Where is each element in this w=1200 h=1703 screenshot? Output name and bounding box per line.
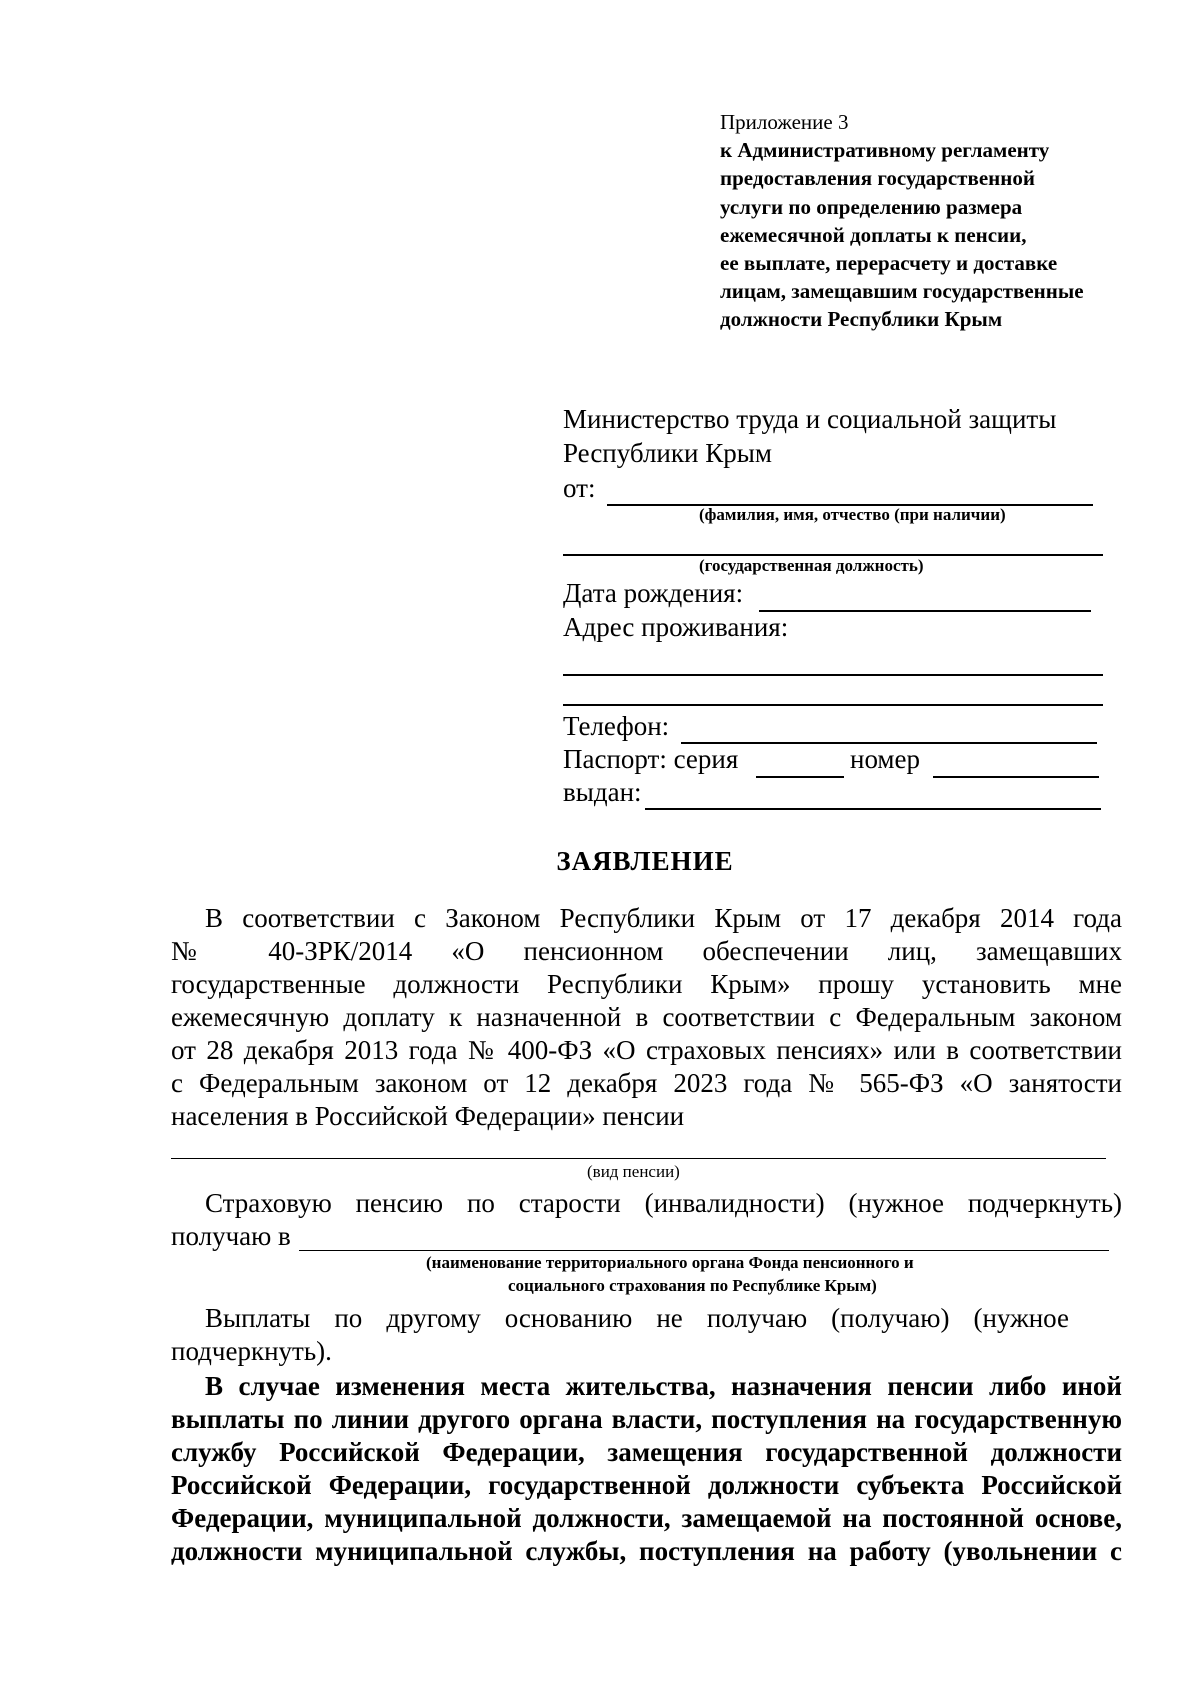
passport-series-field-line[interactable] (756, 776, 844, 778)
pension-type-caption: (вид пенсии) (587, 1162, 680, 1181)
appendix-line: ее выплате, перерасчету и доставке (720, 251, 1058, 276)
appendix-header (720, 108, 1140, 334)
passport-series-label: Паспорт: серия (563, 744, 739, 774)
passport-number-label: номер (850, 744, 921, 774)
fio-caption: (фамилия, имя, отчество (при наличии) (699, 505, 1006, 524)
appendix-line: ежемесячной доплаты к пенсии, (720, 222, 1027, 247)
paragraph-line: подчеркнуть). (171, 1336, 332, 1366)
paragraph-line: Страховую пенсию по старости (инвалидности) (нужное подчеркнуть) (205, 1188, 1122, 1218)
paragraph-line: Российской Федерации, государственной должности субъекта Российской (171, 1470, 1122, 1500)
address-field-line-1[interactable] (563, 674, 1103, 676)
fund-caption-line1: (наименование территориального органа Фонда пенсионного и (426, 1253, 914, 1272)
paragraph-2 (171, 1187, 1122, 1253)
paragraph-line: населения в Российской Федерации» пенсии (171, 1101, 685, 1131)
paragraph-line: с Федеральным законом от 12 декабря 2023 года № 565-ФЗ «О занятости (171, 1068, 1122, 1098)
paragraph-line: Федерации, муниципальной должности, замещаемой на постоянной основе, (171, 1503, 1122, 1533)
paragraph-line: В случае изменения места жительства, назначения пенсии либо иной (205, 1371, 1122, 1401)
appendix-line: к Административному регламенту (720, 138, 1050, 163)
appendix-line: должности Республики Крым (720, 307, 1003, 332)
appendix-line: лицам, замещавшим государственные (720, 279, 1084, 304)
fund-caption-line2: социального страхования по Республике Крым) (508, 1276, 877, 1295)
paragraph-4 (171, 1370, 1122, 1568)
appendix-line: предоставления государственной (720, 166, 1035, 191)
ministry-name-line1: Министерство труда и социальной защиты (563, 404, 1057, 434)
passport-number-field-line[interactable] (933, 776, 1099, 778)
document-title: ЗАЯВЛЕНИЕ (556, 846, 734, 876)
paragraph-line: ежемесячную доплату к назначенной в соответствии с Федеральным законом (171, 1002, 1122, 1032)
paragraph-3 (171, 1302, 1122, 1368)
paragraph-line: В соответствии с Законом Республики Крым от 17 декабря 2014 года (205, 903, 1122, 933)
appendix-line: Приложение 3 (720, 110, 849, 134)
pension-type-field-line[interactable] (171, 1158, 1106, 1159)
paragraph-line: от 28 декабря 2013 года № 400-ФЗ «О страховых пенсиях» или в соответствии (171, 1035, 1122, 1065)
paragraph-line: № 40-ЗРК/2014 «О пенсионном обеспечении лиц, замещавших (171, 936, 1122, 966)
paragraph-1 (171, 902, 1122, 1133)
address-field-line-2[interactable] (563, 704, 1103, 706)
phone-label: Телефон: (563, 711, 670, 741)
position-caption: (государственная должность) (699, 556, 924, 575)
birth-date-field-line[interactable] (759, 610, 1091, 612)
issued-field-line[interactable] (645, 808, 1101, 810)
paragraph-line: выплаты по линии другого органа власти, поступления на государственную (171, 1404, 1122, 1434)
paragraph-line: Выплаты по другому основанию не получаю (получаю) (нужное (205, 1303, 1069, 1333)
ministry-name-line2: Республики Крым (563, 438, 772, 468)
from-label: от: (563, 473, 596, 503)
paragraph-line: должности муниципальной службы, поступления на работу (увольнении с (171, 1536, 1122, 1566)
birth-date-label: Дата рождения: (563, 578, 744, 608)
paragraph-line: государственные должности Республики Крым» прошу установить мне (171, 969, 1122, 999)
received-in-label: получаю в (171, 1221, 291, 1251)
appendix-line: услуги по определению размера (720, 194, 1023, 219)
address-label: Адрес проживания: (563, 612, 789, 642)
paragraph-line: службу Российской Федерации, замещения государственной должности (171, 1437, 1122, 1467)
issued-label: выдан: (563, 777, 642, 807)
fund-office-field-line[interactable] (299, 1250, 1109, 1251)
